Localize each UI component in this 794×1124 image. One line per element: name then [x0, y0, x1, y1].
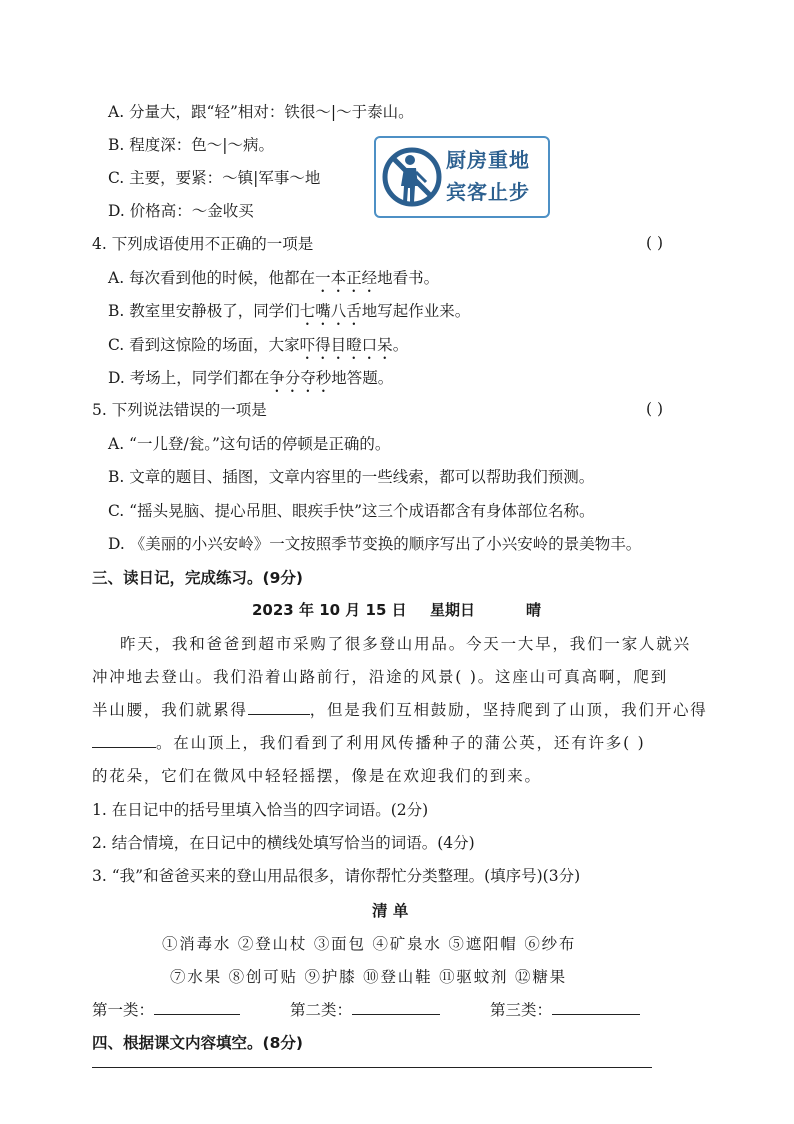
- sign-line-1: 厨房重地: [446, 148, 530, 172]
- diary-weekday: 星期日: [430, 601, 476, 619]
- list-title: 清 单: [372, 902, 409, 920]
- sign-line-2: 宾客止步: [446, 180, 530, 204]
- q4-option-a: A. 每次看到他的时候，他都在一本正经地看书。: [108, 269, 440, 287]
- diary-para-line-5: 的花朵，它们在微风中轻轻摇摆，像是在欢迎我们的到来。: [92, 767, 542, 785]
- list-items-row-2: ⑦水果 ⑧创可贴 ⑨护膝 ⑩登山鞋 ⑪驱蚊剂 ⑫糖果: [170, 968, 567, 986]
- category-1-blank[interactable]: [154, 1000, 240, 1015]
- q4-option-b: B. 教室里安静极了，同学们七嘴八舌地写起作业来。: [108, 302, 471, 320]
- diary-weather: 晴: [526, 601, 542, 619]
- category-2-blank[interactable]: [352, 1000, 440, 1015]
- blank-2[interactable]: [92, 733, 156, 748]
- kitchen-sign: [374, 136, 550, 218]
- diary-date: 2023 年 10 月 15 日: [252, 601, 407, 619]
- diary-para-line-3: 半山腰，我们就累得 ，但是我们互相鼓励，坚持爬到了山顶，我们开心得: [92, 701, 708, 719]
- category-1: 第一类：: [92, 1000, 240, 1020]
- section-4-title: 四、根据课文内容填空。(8分): [92, 1034, 303, 1052]
- option-a: A. 分量大，跟“轻”相对：铁很～|～于泰山。: [108, 103, 414, 121]
- q5-option-b: B. 文章的题目、插图，文章内容里的一些线索，都可以帮助我们预测。: [108, 468, 595, 486]
- q4-stem: 4. 下列成语使用不正确的一项是: [92, 235, 314, 253]
- category-2: 第二类：: [290, 1000, 440, 1020]
- q5-stem: 5. 下列说法错误的一项是: [92, 401, 267, 419]
- diary-para-line-1: 昨天，我和爸爸到超市采购了很多登山用品。今天一大早，我们一家人就兴: [120, 635, 691, 653]
- section-3-title: 三、读日记，完成练习。(9分): [92, 569, 303, 587]
- section-3-q2: 2. 结合情境，在日记中的横线处填写恰当的词语。(4分): [92, 834, 475, 852]
- no-entry-person-icon: [380, 144, 444, 210]
- q5-answer-paren[interactable]: ( ): [646, 400, 664, 418]
- answer-line[interactable]: [92, 1067, 652, 1068]
- q4-option-c: C. 看到这惊险的场面，大家吓得目瞪口呆。: [108, 336, 409, 354]
- category-3-blank[interactable]: [552, 1000, 640, 1015]
- section-3-q1: 1. 在日记中的括号里填入恰当的四字词语。(2分): [92, 801, 429, 819]
- option-c: C. 主要，要紧：～镇|军事～地: [108, 169, 321, 187]
- list-items-row-1: ①消毒水 ②登山杖 ③面包 ④矿泉水 ⑤遮阳帽 ⑥纱布: [162, 935, 577, 953]
- q5-option-d: D. 《美丽的小兴安岭》一文按照季节变换的顺序写出了小兴安岭的景美物丰。: [108, 535, 642, 553]
- diary-para-line-4: 。在山顶上，我们看到了利用风传播种子的蒲公英，还有许多( ): [92, 733, 646, 753]
- option-d: D. 价格高：～金收买: [108, 202, 254, 220]
- section-3-q3: 3. “我”和爸爸买来的登山用品很多，请你帮忙分类整理。(填序号)(3分): [92, 867, 581, 885]
- q5-option-a: A. “一儿登/瓮。”这句话的停顿是正确的。: [108, 435, 391, 453]
- q4-answer-paren[interactable]: ( ): [646, 234, 664, 252]
- diary-para-line-2: 冲冲地去登山。我们沿着山路前行，沿途的风景( )。这座山可真高啊，爬到: [92, 668, 669, 686]
- option-b: B. 程度深：色～|～病。: [108, 136, 274, 154]
- category-3: 第三类：: [490, 1000, 640, 1020]
- q5-option-c: C. “摇头晃脑、提心吊胆、眼疾手快”这三个成语都含有身体部位名称。: [108, 502, 595, 520]
- blank-1[interactable]: [248, 700, 310, 715]
- q4-option-d: D. 考场上，同学们都在争分夺秒地答题。: [108, 369, 394, 387]
